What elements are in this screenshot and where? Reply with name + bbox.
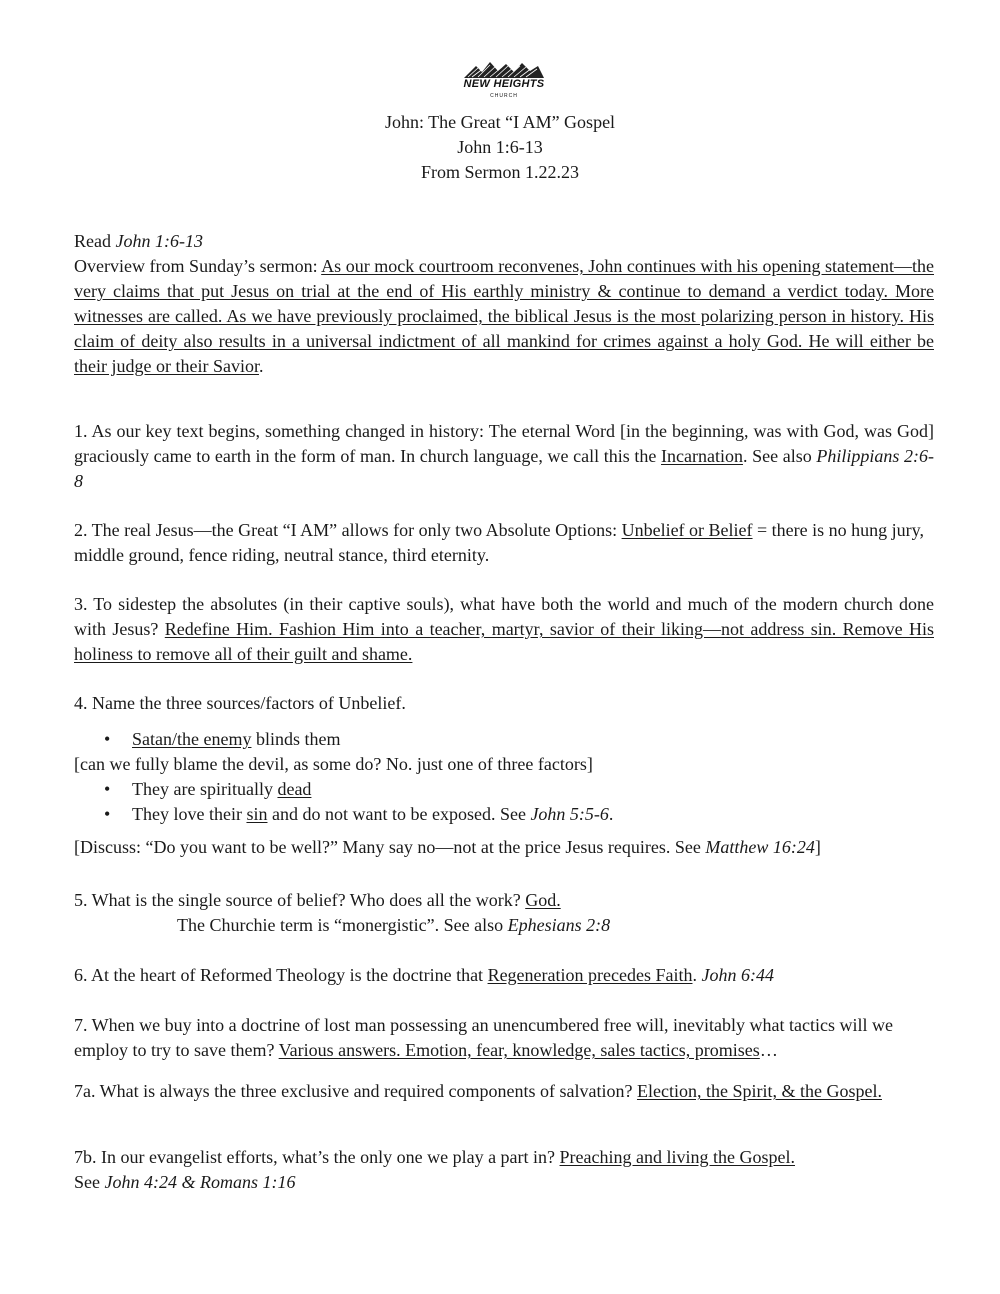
discussion-note: [Discuss: “Do you want to be well?” Many say no—not at the price Jesus requires. See Matthew 16:24] [74,837,821,857]
question-7: 7. When we buy into a doctrine of lost man possessing an unencumbered free will, inevitably what tactics will we employ to try to save them? Various answers. Emotion, fear, knowledge, sales tactics, promises… [74,1015,893,1060]
question-7a [74,1079,934,1104]
question-6: 6. At the heart of Reformed Theology is the doctrine that Regeneration precedes Faith. John 6:44 [74,965,774,985]
unbelief-factors-list [74,727,934,752]
logo-subtitle: CHURCH [490,93,518,99]
overview-section [74,229,934,379]
question-5-subnote: The Churchie term is “monergistic”. See also Ephesians 2:8 [177,915,611,935]
question-4 [74,691,934,860]
overview-paragraph: Overview from Sunday’s sermon: As our mock courtroom reconvenes, John continues with his opening statement—the very claims that put Jesus on trial at the end of His earthly ministry & continue to demand a verdict today. More witnesses are called. As we have previously proclaimed, the biblical Jesus is the most polarizing person in history. His claim of deity also results in a universal indictment of all mankind for crimes against a holy God. He will either be their judge or their Savior. [74,256,934,376]
question-5-answer: God. [525,890,561,910]
question-6-reference: John 6:44 [701,965,774,985]
question-7b-reference-line: See John 4:24 & Romans 1:16 [74,1172,296,1192]
question-4-note: [can we fully blame the devil, as some do? No. just one of three factors] [74,754,593,774]
list-item: • They love their sin and do not want to be exposed. See John 5:5-6. [74,802,934,827]
document-header [0,110,1000,185]
scripture-reference: John 1:6-13 [457,137,543,157]
question-1-reference: Philippians 2:6-8 [74,446,935,491]
document-title: John: The Great “I AM” Gospel [384,112,616,132]
question-7b [74,1145,934,1195]
mountain-logo-icon [462,58,546,80]
question-3 [74,592,934,667]
logo-name: NEW HEIGHTS [463,78,545,90]
question-1: 1. As our key text begins, something changed in history: The eternal Word [in the beginning, was with God, was God] graciously came to earth in the form of man. In church language, we call this the Incarnation. See also Philippians 2:6-8 [74,421,935,491]
unbelief-factors-list-continued [74,777,934,827]
question-7a-text: 7a. What is always the three exclusive and required components of salvation? [74,1081,637,1101]
question-2-text: 2. The real Jesus—the Great “I AM” allows for only two Absolute Options: [74,520,622,540]
read-prefix: Read [74,231,116,251]
church-logo [462,58,546,102]
sermon-date: From Sermon 1.22.23 [420,162,579,182]
question-7-answer: Various answers. Emotion, fear, knowledge, sales tactics, promises [278,1040,760,1060]
question-7a-answer: Election, the Spirit, & the Gospel. [636,1081,882,1101]
question-7b-text: 7b. In our evangelist efforts, what’s the only one we play a part in? [74,1147,560,1167]
question-7b-reference: John 4:24 & Romans 1:16 [104,1172,296,1192]
question-5 [74,888,934,938]
question-5-text: 5. What is the single source of belief? Who does all the work? [74,890,526,910]
question-4-text: 4. Name the three sources/factors of Unbelief. [74,693,406,713]
read-reference: John 1:6-13 [115,231,203,251]
overview-label: Overview from Sunday’s sermon: [74,256,322,276]
list-item: • Satan/the enemy blinds them [74,727,934,752]
question-3-answer: Redefine Him. Fashion Him into a teacher, martyr, savior of their liking—not address sin. Remove His holiness to remove all of their guilt and shame. [74,619,934,664]
question-7b-answer: Preaching and living the Gospel. [559,1147,795,1167]
question-1-text: 1. As our key text begins, something changed in history: The eternal Word [in the beginning, was with God, was God] graciously came to earth in the form of man. In church language, we call this the [74,421,934,466]
question-3-text: 3. To sidestep the absolutes (in their captive souls), what have both the world and much of the modern church done with Jesus? [74,594,934,639]
question-6-text: 6. At the heart of Reformed Theology is the doctrine that [74,965,488,985]
question-2-answer: Unbelief or Belief [621,520,753,540]
question-2: 2. The real Jesus—the Great “I AM” allows for only two Absolute Options: Unbelief or Belief = there is no hung jury, middle ground, fence riding, neutral stance, third eternity. [74,520,924,565]
list-item: • They are spiritually dead [74,777,934,802]
question-7-text: 7. When we buy into a doctrine of lost man possessing an unencumbered free will, inevitably what tactics will we employ to try to save them? [74,1015,893,1060]
question-6-answer: Regeneration precedes Faith [487,965,693,985]
question-1-answer: Incarnation [661,446,743,466]
read-line [74,229,934,254]
overview-answer: As our mock courtroom reconvenes, John continues with his opening statement—the very claims that put Jesus on trial at the end of His earthly ministry & continue to demand a verdict today. More witnesses are called. As we have previously proclaimed, the biblical Jesus is the most polarizing person in history. His claim of deity also results in a universal indictment of all mankind for crimes against a holy God. He will either be their judge or their Savior [74,256,934,376]
